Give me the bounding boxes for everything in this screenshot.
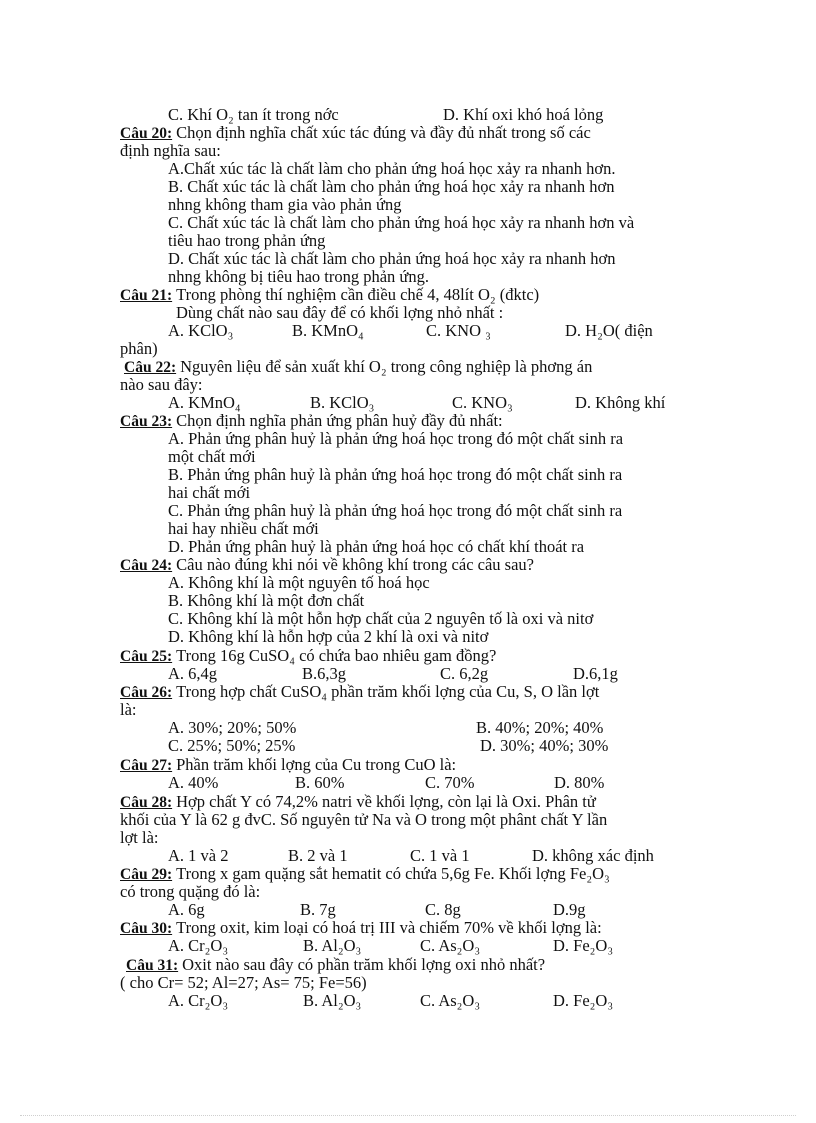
question-label: Câu 25:: [120, 648, 173, 665]
option-d: D. Fe₂O₃: [553, 936, 614, 955]
question-label: Câu 22:: [124, 359, 177, 376]
option-d: D. Phản ứng phân huỷ là phản ứng hoá học có chất khí thoát ra: [168, 537, 585, 556]
option-b-cont: nhng không tham gia vào phản ứng: [168, 195, 402, 214]
option-c-cont: hai hay nhiều chất mới: [168, 519, 319, 538]
question-label: Câu 23:: [120, 413, 173, 430]
option-c: C. As₂O₃: [420, 991, 481, 1010]
option-a: A. 30%; 20%; 50%: [168, 718, 297, 737]
option-b: B.6,3g: [302, 664, 347, 683]
option-a: A. Cr₂O₃: [168, 991, 229, 1010]
option-b: B. Al₂O₃: [303, 936, 362, 955]
option-c: C. Phản ứng phân huỷ là phản ứng hoá học trong đó một chất sinh ra: [168, 501, 623, 520]
option-b: B. 60%: [295, 773, 345, 792]
option-c: C. 6,2g: [440, 664, 489, 683]
option-a: A. 1 và 2: [168, 846, 229, 865]
option-b: B. Phản ứng phân huỷ là phản ứng hoá học trong đó một chất sinh ra: [168, 465, 623, 484]
question-label: Câu 31:: [126, 957, 179, 974]
question-text-line: định nghĩa sau:: [120, 141, 221, 160]
question-text-line: nào sau đây:: [120, 375, 203, 394]
option-d-cont: phân): [120, 339, 158, 358]
question-text: Chọn định nghĩa chất xúc tác đúng và đầy đủ nhất trong số các: [176, 123, 591, 142]
question-text: Trong x gam quặng sắt hematit có chứa 5,6g Fe. Khối lợng Fe₂O₃: [176, 864, 610, 883]
option-a: A. Cr₂O₃: [168, 936, 229, 955]
option-c: C. As₂O₃: [420, 936, 481, 955]
option-b: B. 40%; 20%; 40%: [476, 718, 604, 737]
question-text: Trong oxit, kim loại có hoá trị III và chiếm 70% về khối lợng là:: [176, 918, 602, 937]
option-d: D.9g: [553, 900, 586, 919]
question-label: Câu 20:: [120, 125, 173, 142]
option-d-cont: nhng không bị tiêu hao trong phản ứng.: [168, 267, 429, 286]
option-b: B. Không khí là một đơn chất: [168, 591, 365, 610]
option-c: C. Khí O₂ tan ít trong nớc: [168, 105, 339, 124]
question-label: Câu 26:: [120, 684, 173, 701]
option-a: A. 40%: [168, 773, 219, 792]
question-text-line: khối của Y là 62 g đvC. Số nguyên tử Na và O trong một phânt chất Y lần: [120, 810, 608, 829]
option-b: B. Al₂O₃: [303, 991, 362, 1010]
option-a: A. Phản ứng phân huỷ là phản ứng hoá học trong đó một chất sinh ra: [168, 429, 624, 448]
question-text-line: là:: [120, 700, 137, 719]
option-c: C. KNO ₃: [426, 321, 491, 340]
question-label: Câu 24:: [120, 557, 173, 574]
question-label: Câu 21:: [120, 287, 173, 304]
option-d: D. Không khí là hỗn hợp của 2 khí là oxi và nitơ: [168, 627, 489, 646]
question-text: Oxit nào sau đây có phần trăm khối lợng oxi nhỏ nhất?: [182, 955, 546, 974]
option-c: C. KNO₃: [452, 393, 513, 412]
option-c: C. 25%; 50%; 25%: [168, 736, 296, 755]
option-c-cont: tiêu hao trong phản ứng: [168, 231, 326, 250]
option-a: A. KClO₃: [168, 321, 234, 340]
question-label: Câu 28:: [120, 794, 173, 811]
option-b: B. KMnO₄: [292, 321, 364, 340]
option-c: C. Chất xúc tác là chất làm cho phản ứng hoá học xảy ra nhanh hơn và: [168, 213, 635, 232]
question-label: Câu 29:: [120, 866, 173, 883]
question-text: Trong hợp chất CuSO₄ phần trăm khối lợng của Cu, S, O lần lợt: [176, 682, 600, 701]
question-text-line: lợt là:: [120, 828, 159, 847]
question-text: Nguyên liệu để sản xuất khí O₂ trong công nghiệp là phơng án: [180, 357, 593, 376]
question-text: Câu nào đúng khi nói về không khí trong các câu sau?: [176, 555, 534, 574]
option-d: D. Fe₂O₃: [553, 991, 614, 1010]
question-text: Trong phòng thí nghiệm cần điều chế 4, 48lít O₂ (đktc): [176, 285, 540, 304]
option-c: C. 8g: [425, 900, 461, 919]
option-b: B. Chất xúc tác là chất làm cho phản ứng hoá học xảy ra nhanh hơn: [168, 177, 615, 196]
question-text: Chọn định nghĩa phản ứng phân huỷ đầy đủ nhất:: [176, 411, 503, 430]
option-b: B. KClO₃: [310, 393, 375, 412]
question-text: Trong 16g CuSO₄ có chứa bao nhiêu gam đồng?: [176, 646, 497, 665]
option-d: D. Chất xúc tác là chất làm cho phản ứng hoá học xảy ra nhanh hơn: [168, 249, 616, 268]
option-d: D. không xác định: [532, 846, 654, 865]
option-a: A.Chất xúc tác là chất làm cho phản ứng hoá học xảy ra nhanh hơn.: [168, 159, 616, 178]
option-c: C. 1 và 1: [410, 846, 470, 865]
option-c: C. 70%: [425, 773, 475, 792]
option-a: A. KMnO₄: [168, 393, 241, 412]
option-d: D. H₂O( điện: [565, 321, 653, 340]
question-26: [120, 683, 599, 702]
option-a: A. Không khí là một nguyên tố hoá học: [168, 573, 430, 592]
option-d: D. Không khí: [575, 393, 666, 412]
option-d: D. Khí oxi khó hoá lỏng: [443, 105, 604, 124]
question-label: Câu 27:: [120, 757, 173, 774]
question-text: Hợp chất Y có 74,2% natri về khối lợng, còn lại là Oxi. Phân tử: [176, 792, 596, 811]
option-a-cont: một chất mới: [168, 447, 256, 466]
option-d: D. 80%: [554, 773, 605, 792]
page-bottom-rule: [20, 1115, 796, 1116]
option-d: D. 30%; 40%; 30%: [480, 736, 609, 755]
question-text-line: có trong quặng đó là:: [120, 882, 261, 901]
option-c: C. Không khí là một hỗn hợp chất của 2 nguyên tố là oxi và nitơ: [168, 609, 594, 628]
option-b: B. 2 và 1: [288, 846, 348, 865]
option-d: D.6,1g: [573, 664, 618, 683]
option-a: A. 6,4g: [168, 664, 218, 683]
question-text-line: Dùng chất nào sau đây để có khối lợng nhỏ nhất :: [176, 303, 504, 322]
question-text-line: ( cho Cr= 52; Al=27; As= 75; Fe=56): [120, 973, 367, 992]
option-b: B. 7g: [300, 900, 336, 919]
option-b-cont: hai chất mới: [168, 483, 251, 502]
question-label: Câu 30:: [120, 920, 173, 937]
question-text: Phần trăm khối lợng của Cu trong CuO là:: [176, 755, 457, 774]
option-a: A. 6g: [168, 900, 205, 919]
